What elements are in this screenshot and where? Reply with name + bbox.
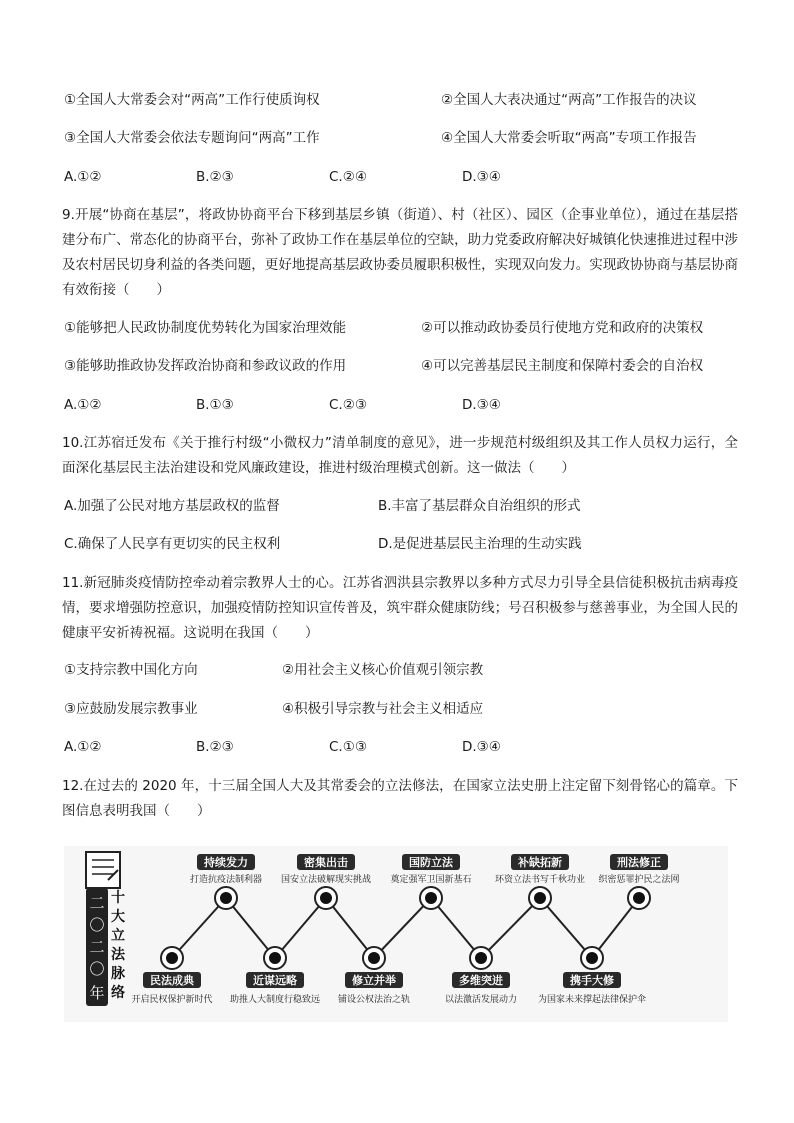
node-caption: 国安立法破解现实挑战 bbox=[280, 875, 372, 885]
top-node bbox=[281, 854, 371, 909]
node-caption: 以法激活发展动力 bbox=[444, 995, 518, 1005]
node-title: 国防立法 bbox=[409, 856, 453, 869]
year-char: 二 bbox=[89, 938, 105, 956]
year-char: 〇 bbox=[89, 960, 105, 978]
q11-choice-c: C.①③ bbox=[329, 739, 367, 755]
subtitle-char: 立 bbox=[111, 928, 125, 944]
bottom-node bbox=[338, 947, 410, 1005]
q9-stem: 9.开展“协商在基层”，将政协协商平台下移到基层乡镇（街道）、村（社区）、园区（企事业单位），通过在基层搭建分布广、常态化的协商平台，弥补了政协工作在基层单位的空缺，助力党委政府解决好城镇化快速推进过程中涉及农村居民切身利益的各类问题，更好地提高基层政协委员履职积极性，实现双向发力。实现政协协商与基层协商有效衔接（ ） bbox=[62, 207, 738, 298]
q11-option-4: ④积极引导宗教与社会主义相适应 bbox=[282, 701, 484, 717]
node-title: 刑法修正 bbox=[617, 856, 661, 869]
top-node bbox=[495, 854, 585, 909]
node-title: 补缺拓新 bbox=[518, 856, 562, 869]
q9-choice-b: B.①③ bbox=[196, 397, 234, 413]
subtitle-char: 法 bbox=[111, 947, 125, 963]
q11-option-1: ①支持宗教中国化方向 bbox=[64, 662, 198, 678]
node-title: 民法成典 bbox=[150, 974, 194, 987]
year-char: 〇 bbox=[89, 916, 105, 934]
node-title: 近谋远略 bbox=[253, 974, 297, 987]
q8-choice-a: A.①② bbox=[64, 169, 102, 185]
node-title: 多维突进 bbox=[459, 974, 503, 987]
q10-choice-a: A.加强了公民对地方基层政权的监督 bbox=[64, 498, 280, 514]
node-caption: 为国家未来撑起法律保护伞 bbox=[537, 995, 647, 1005]
q11-option-2: ②用社会主义核心价值观引领宗教 bbox=[282, 662, 484, 678]
year-char: 年 bbox=[89, 984, 105, 1002]
subtitle-char: 络 bbox=[111, 985, 125, 1001]
bottom-node bbox=[538, 947, 646, 1005]
node-caption: 助推人大制度行稳致远 bbox=[229, 995, 321, 1005]
bottom-node bbox=[445, 947, 517, 1005]
q8-choice-b: B.②③ bbox=[196, 169, 234, 185]
q11-option-3: ③应鼓励发展宗教事业 bbox=[64, 701, 198, 717]
side-badge bbox=[86, 852, 126, 1006]
q9-option-3: ③能够助推政协发挥政治协商和参政议政的作用 bbox=[64, 358, 347, 374]
q9-option-2: ②可以推动政协委员行使地方党和政府的决策权 bbox=[421, 320, 704, 336]
legislation-timeline-figure bbox=[64, 846, 728, 1022]
q10-choice-c: C.确保了人民享有更切实的民主权利 bbox=[64, 536, 281, 552]
q9-option-4: ④可以完善基层民主制度和保障村委会的自治权 bbox=[421, 358, 704, 374]
node-title: 密集出击 bbox=[304, 856, 348, 869]
q9-choice-d: D.③④ bbox=[462, 397, 501, 413]
node-title: 修立并举 bbox=[352, 974, 396, 987]
bottom-node bbox=[230, 947, 320, 1005]
node-caption: 开启民权保护新时代 bbox=[131, 995, 213, 1005]
q10-stem: 10.江苏宿迁发布《关于推行村级“小微权力”清单制度的意见》，进一步规范村级组织及其工作人员权力运行，全面深化基层民主法治建设和党风廉政建设，推进村级治理模式创新。这一做法（ ） bbox=[62, 435, 738, 476]
q9-choice-c: C.②③ bbox=[329, 397, 367, 413]
q8-option-4: ④全国人大常委会听取“两高”专项工作报告 bbox=[441, 130, 697, 146]
book-icon bbox=[86, 852, 120, 888]
node-caption: 织密惩罪护民之法网 bbox=[598, 875, 680, 885]
timeline-svg bbox=[64, 846, 728, 1022]
node-title: 携手大修 bbox=[570, 974, 614, 987]
node-title: 持续发力 bbox=[204, 856, 248, 869]
year-char: 二 bbox=[89, 894, 105, 912]
subtitle-char: 脉 bbox=[111, 966, 125, 982]
top-node bbox=[598, 854, 679, 909]
q8-option-1: ①全国人大常委会对“两高”工作行使质询权 bbox=[64, 92, 320, 108]
zigzag-line bbox=[172, 898, 639, 958]
node-caption: 奠定强军卫国新基石 bbox=[390, 875, 472, 885]
top-node bbox=[190, 854, 262, 909]
top-node bbox=[390, 854, 471, 909]
q12-stem: 12.在过去的 2020 年，十三届全国人大及其常委会的立法修法，在国家立法史册上注定留下刻骨铭心的篇章。下图信息表明我国（ ） bbox=[62, 778, 738, 819]
q11-choice-d: D.③④ bbox=[462, 739, 501, 755]
q8-option-3: ③全国人大常委会依法专题询问“两高”工作 bbox=[64, 130, 320, 146]
bottom-node bbox=[131, 947, 212, 1005]
q8-option-2: ②全国人大表决通过“两高”工作报告的决议 bbox=[441, 92, 697, 108]
q11-choice-b: B.②③ bbox=[196, 739, 234, 755]
q9-choice-a: A.①② bbox=[64, 397, 102, 413]
node-caption: 环资立法书写千秋功业 bbox=[494, 875, 586, 885]
node-caption: 铺设公权法治之轨 bbox=[337, 995, 411, 1005]
q11-choice-a: A.①② bbox=[64, 739, 102, 755]
subtitle-char: 大 bbox=[111, 909, 125, 925]
q8-choice-c: C.②④ bbox=[329, 169, 367, 185]
q9-option-1: ①能够把人民政协制度优势转化为国家治理效能 bbox=[64, 320, 347, 336]
q10-choice-b: B.丰富了基层群众自治组织的形式 bbox=[378, 498, 581, 514]
q8-choice-d: D.③④ bbox=[462, 169, 501, 185]
q10-choice-d: D.是促进基层民主治理的生动实践 bbox=[378, 536, 582, 552]
subtitle-char: 十 bbox=[111, 890, 125, 906]
q11-stem: 11.新冠肺炎疫情防控牵动着宗教界人士的心。江苏省泗洪县宗教界以多种方式尽力引导全县信徒积极抗击病毒疫情，要求增强防控意识，加强疫情防控知识宣传普及，筑牢群众健康防线；号召积极参与慈善事业，为全国人民的健康平安祈祷祝福。这说明在我国（ ） bbox=[62, 575, 738, 641]
node-caption: 打造抗疫法制利器 bbox=[189, 875, 263, 885]
